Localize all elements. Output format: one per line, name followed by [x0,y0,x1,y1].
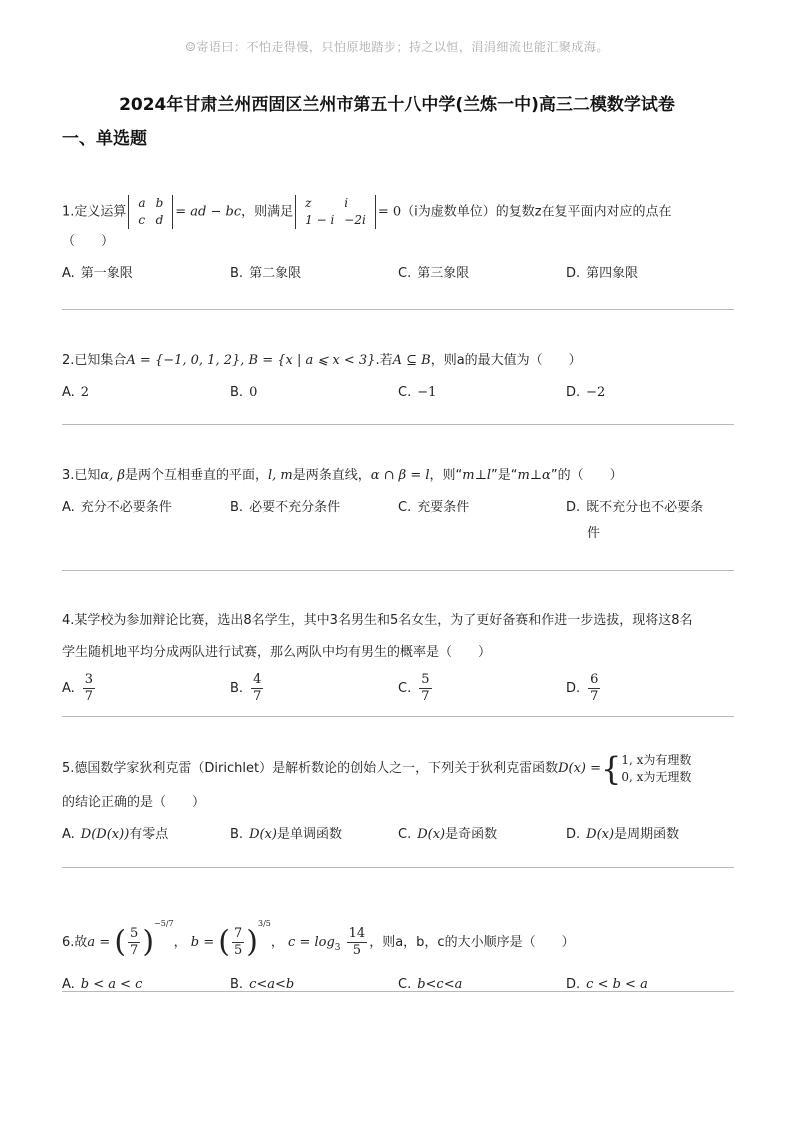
question-5 [62,748,734,848]
option-a[interactable]: A. $\frac{3}{7}$ [62,672,94,704]
divider [62,716,734,717]
option-b[interactable]: B. 第二象限 [230,266,302,281]
question-4 [62,608,734,704]
option-d[interactable]: D. D(x)是周期函数 [566,827,680,842]
option-d[interactable]: D. c < b < a [566,977,648,992]
option-c[interactable]: C. 第三象限 [398,266,470,281]
question-stem: 2.已知集合A = {−1, 0, 1, 2}, B = {x | a ⩽ x < 3}.若A ⊆ B，则a的最大值为（ ） [62,353,582,368]
option-a[interactable]: A. 2 [62,385,90,400]
answer-paren: （ ） [62,234,115,249]
page-title: 2024年甘肃兰州西固区兰州市第五十八中学(兰炼一中)高三二模数学试卷 [119,95,675,115]
option-b[interactable]: B. c<a<b [230,977,295,992]
brace: { [601,749,622,788]
option-c[interactable]: C. b<c<a [398,977,463,992]
option-c[interactable]: C. 充要条件 [398,500,470,515]
question-stem: 4.某学校为参加辩论比赛，选出8名学生，其中3名男生和5名女生，为了更好备赛和作进一步选拔，现将这8名 [62,613,693,628]
divider [62,424,734,425]
question-stem: 学生随机地平均分成两队进行试赛，那么两队中均有男生的概率是（ ） [62,645,492,660]
option-a[interactable]: A. b < a < c [62,977,143,992]
divider [62,867,734,868]
motto: ☺寄语曰：不怕走得慢，只怕原地踏步；持之以恒，涓涓细流也能汇聚成海。 [185,40,609,54]
option-d[interactable]: D. 第四象限 [566,266,639,281]
divider [62,309,734,310]
question-1 [62,195,734,287]
option-b[interactable]: B. 0 [230,385,258,400]
question-stem: 3.已知α, β是两个互相垂直的平面，l, m是两条直线，α ∩ β = l，则“m⊥l”是“m⊥α”的（ ） [62,468,623,483]
option-a[interactable]: A. 充分不必要条件 [62,500,172,515]
option-c[interactable]: C. −1 [398,385,437,400]
option-d[interactable]: D. −2 [566,385,606,400]
option-b[interactable]: B. 必要不充分条件 [230,500,341,515]
option-d[interactable]: D. 既不充分也不必要条 件 [566,500,704,541]
question-3 [62,463,734,553]
determinant: a b c d [128,195,173,229]
option-c[interactable]: C. D(x)是奇函数 [398,827,498,842]
divider [62,991,734,992]
option-c[interactable]: C. $\frac{5}{7}$ [398,672,430,704]
option-a[interactable]: A. D(D(x))有零点 [62,827,169,842]
question-stem: 1.定义运算 a b c d = ad − bc，则满足 z i 1 − i −2i = 0（i为虚数单位）的复数z在复平面内对应的点在 [62,196,672,227]
option-b[interactable]: B. $\frac{4}{7}$ [230,672,262,704]
question-2 [62,348,734,406]
option-a[interactable]: A. 第一象限 [62,266,133,281]
question-stem: 的结论正确的是（ ） [62,795,206,810]
question-stem: 6.故a = ( $\frac{5}{7}$ )$^{-5/7}$， b = ( $\frac{7}{5}$ )$^{3/5}$， $c = \log_3$ $\frac{14}{5}$ ，则a，b，c的大小顺序是（ ） [62,919,575,960]
section-heading: 一、单选题 [62,129,147,149]
question-6 [62,902,734,998]
determinant: z i 1 − i −2i [295,195,376,229]
question-stem: 5.德国数学家狄利克雷（Dirichlet）是解析数论的创始人之一，下列关于狄利克雷函数D(x) ={ 1, x为有理数 0, x为无理数 [62,749,692,788]
divider [62,570,734,571]
option-d[interactable]: D. $\frac{6}{7}$ [566,672,599,704]
option-b[interactable]: B. D(x)是单调函数 [230,827,342,842]
